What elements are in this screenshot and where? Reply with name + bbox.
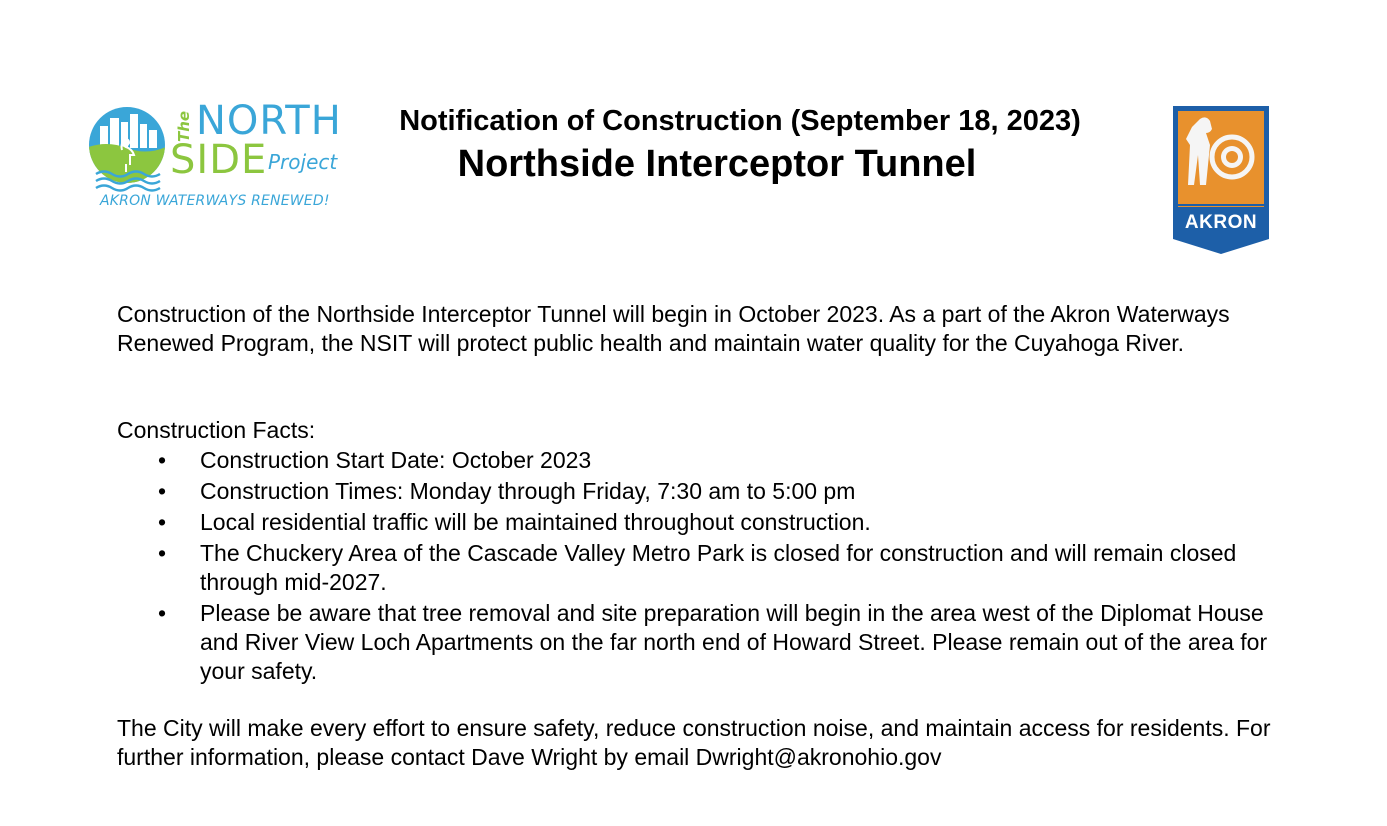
list-item	[117, 539, 1277, 597]
bullet: •	[158, 478, 167, 504]
notification-title: Notification of Construction (September 18, 2023)	[399, 105, 1081, 137]
facts-list	[117, 446, 1277, 688]
logo-north-text: NORTH	[196, 98, 342, 144]
list-item	[117, 508, 1277, 537]
logo-the-text: The	[175, 110, 193, 142]
fact-text: Construction Start Date: October 2023	[200, 447, 592, 473]
facts-heading: Construction Facts:	[117, 417, 316, 443]
list-item	[117, 477, 1277, 506]
logo-side-text: SIDE	[170, 137, 268, 183]
fact-text: Local residential traffic will be maintained throughout construction.	[200, 509, 871, 535]
fact-text: The Chuckery Area of the Cascade Valley Metro Park is closed for construction and will remain closed through mid-2027.	[200, 540, 1237, 595]
akron-logo-text: AKRON	[1184, 212, 1258, 233]
logo-project-text: Project	[268, 150, 338, 174]
bullet: •	[158, 540, 167, 566]
wave-icon	[94, 168, 164, 192]
list-item	[117, 599, 1277, 686]
intro-paragraph: Construction of the Northside Interceptor Tunnel will begin in October 2023. As a part of the Akron Waterways Renewed Program, the NSIT will protect public health and maintain water quality for the Cuyahoga River.	[117, 301, 1230, 356]
bullet: •	[158, 600, 167, 626]
project-title: Northside Interceptor Tunnel	[457, 143, 977, 185]
fact-text: Construction Times: Monday through Friday, 7:30 am to 5:00 pm	[200, 478, 856, 504]
fact-text: Please be aware that tree removal and site preparation will begin in the area west of the Diplomat House and River View Loch Apartments on the far north end of Howard Street. Please remain out of the area for your safety.	[200, 600, 1268, 684]
list-item	[117, 446, 1277, 475]
logo-tagline: AKRON WATERWAYS RENEWED!	[100, 193, 330, 209]
bullet: •	[158, 509, 167, 535]
akron-city-logo	[1172, 105, 1270, 255]
closing-paragraph: The City will make every effort to ensure safety, reduce construction noise, and maintain access for residents. For further information, please contact Dave Wright by email Dwright@akronohio.gov	[117, 715, 1271, 770]
bullet: •	[158, 447, 167, 473]
